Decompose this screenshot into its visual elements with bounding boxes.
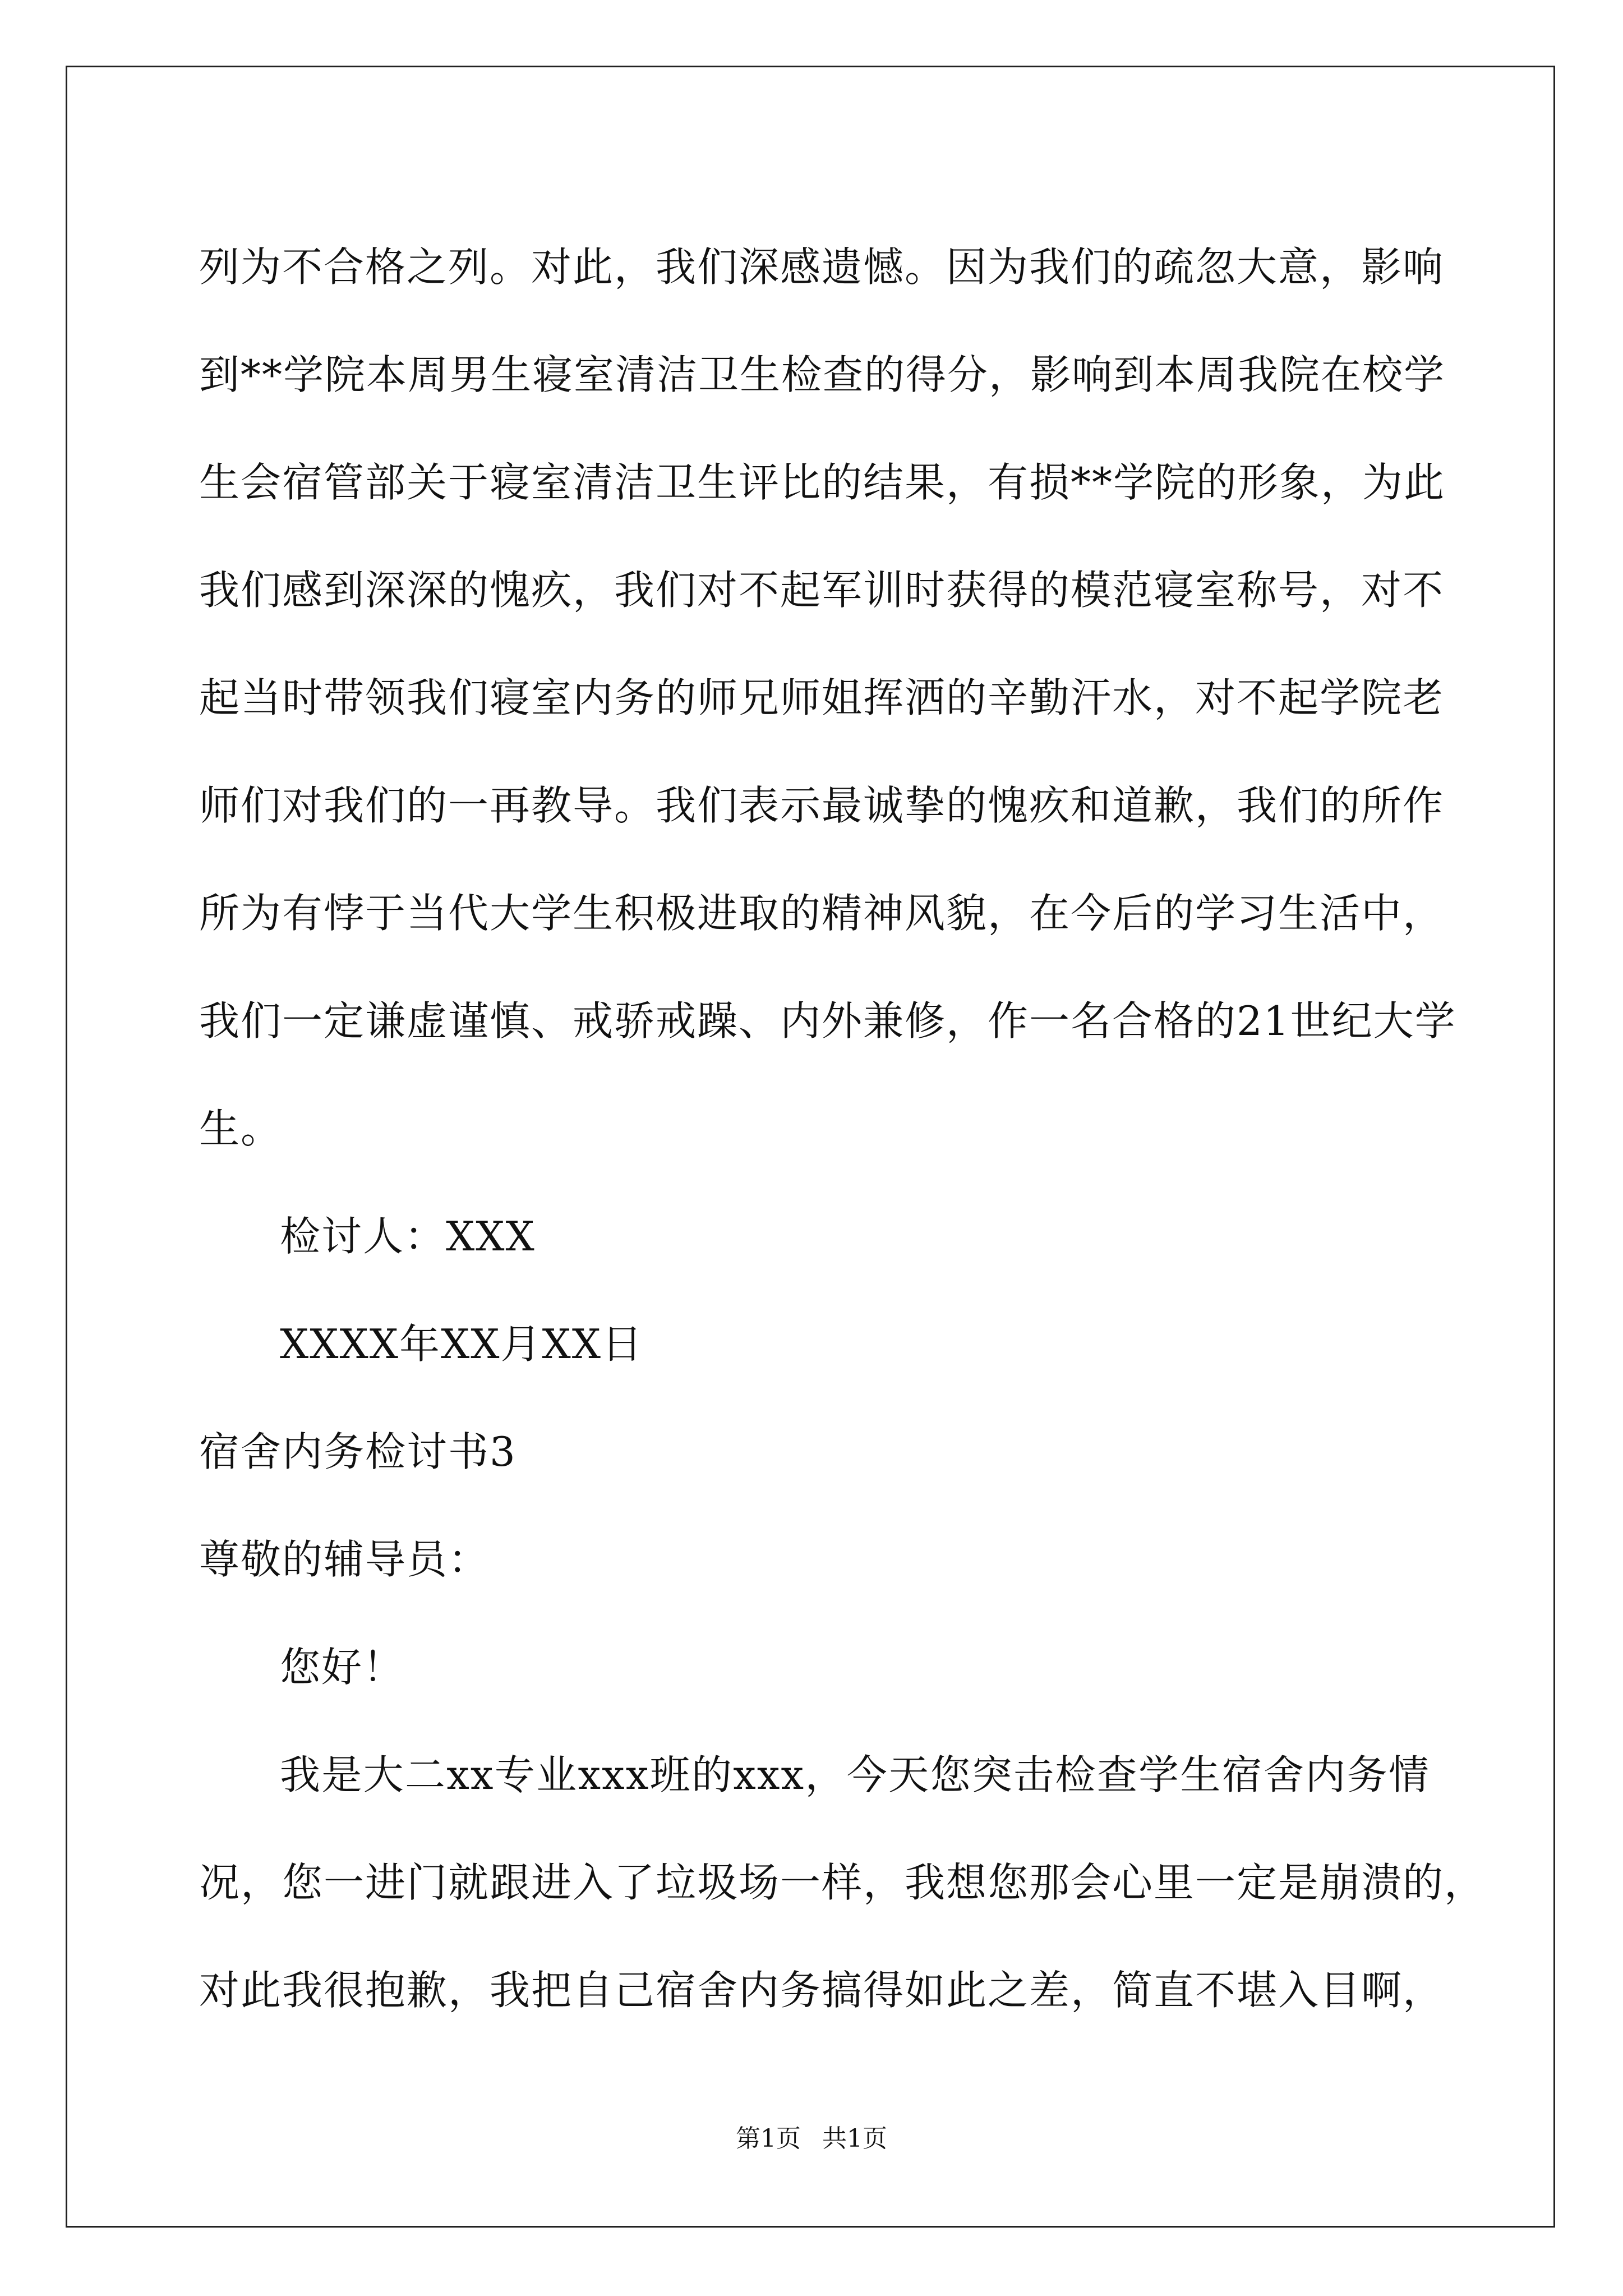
letter-line-2: 况，您一进门就跟进入了垃圾场一样，我想您那会心里一定是崩溃的， xyxy=(199,1859,1486,1906)
body-line-3: 生会宿管部关于寝室清洁卫生评比的结果，有损**学院的形象，为此 xyxy=(199,459,1446,506)
body-line-7: 所为有悖于当代大学生积极进取的精神风貌，在今后的学习生活中， xyxy=(199,890,1445,937)
body-line-2: 到**学院本周男生寝室清洁卫生检查的得分，影响到本周我院在校学 xyxy=(199,351,1446,398)
body-line-9: 生。 xyxy=(199,1105,283,1152)
body-line-4: 我们感到深深的愧疚，我们对不起军训时获得的模范寝室称号，对不 xyxy=(199,567,1445,614)
letter-line-1: 我是大二xx专业xxx班的xxx，今天您突击检查学生宿舍内务情 xyxy=(280,1751,1430,1798)
greeting: 您好！ xyxy=(280,1644,405,1691)
page-current-label: 第1页 xyxy=(736,2124,801,2153)
body-line-5: 起当时带领我们寝室内务的师兄师姐挥洒的辛勤汗水，对不起学院老 xyxy=(199,674,1445,721)
body-line-6: 师们对我们的一再教导。我们表示最诚挚的愧疚和道歉，我们的所作 xyxy=(199,782,1445,829)
page-footer xyxy=(0,2118,1623,2154)
body-line-1: 列为不合格之列。对此，我们深感遗憾。因为我们的疏忽大意，影响 xyxy=(199,243,1445,291)
page-total-label: 共1页 xyxy=(822,2124,887,2153)
signature-line: 检讨人：XXX xyxy=(280,1213,536,1260)
date-line: XXXX年XX月XX日 xyxy=(280,1320,644,1368)
salutation: 尊敬的辅导员： xyxy=(199,1536,490,1583)
body-line-8: 我们一定谦虚谨慎、戒骄戒躁、内外兼修，作一名合格的21世纪大学 xyxy=(199,997,1456,1045)
document-body xyxy=(199,213,1486,2044)
letter-line-3: 对此我很抱歉，我把自己宿舍内务搞得如此之差，简直不堪入目啊， xyxy=(199,1967,1445,2014)
section-title: 宿舍内务检讨书3 xyxy=(199,1428,517,1475)
